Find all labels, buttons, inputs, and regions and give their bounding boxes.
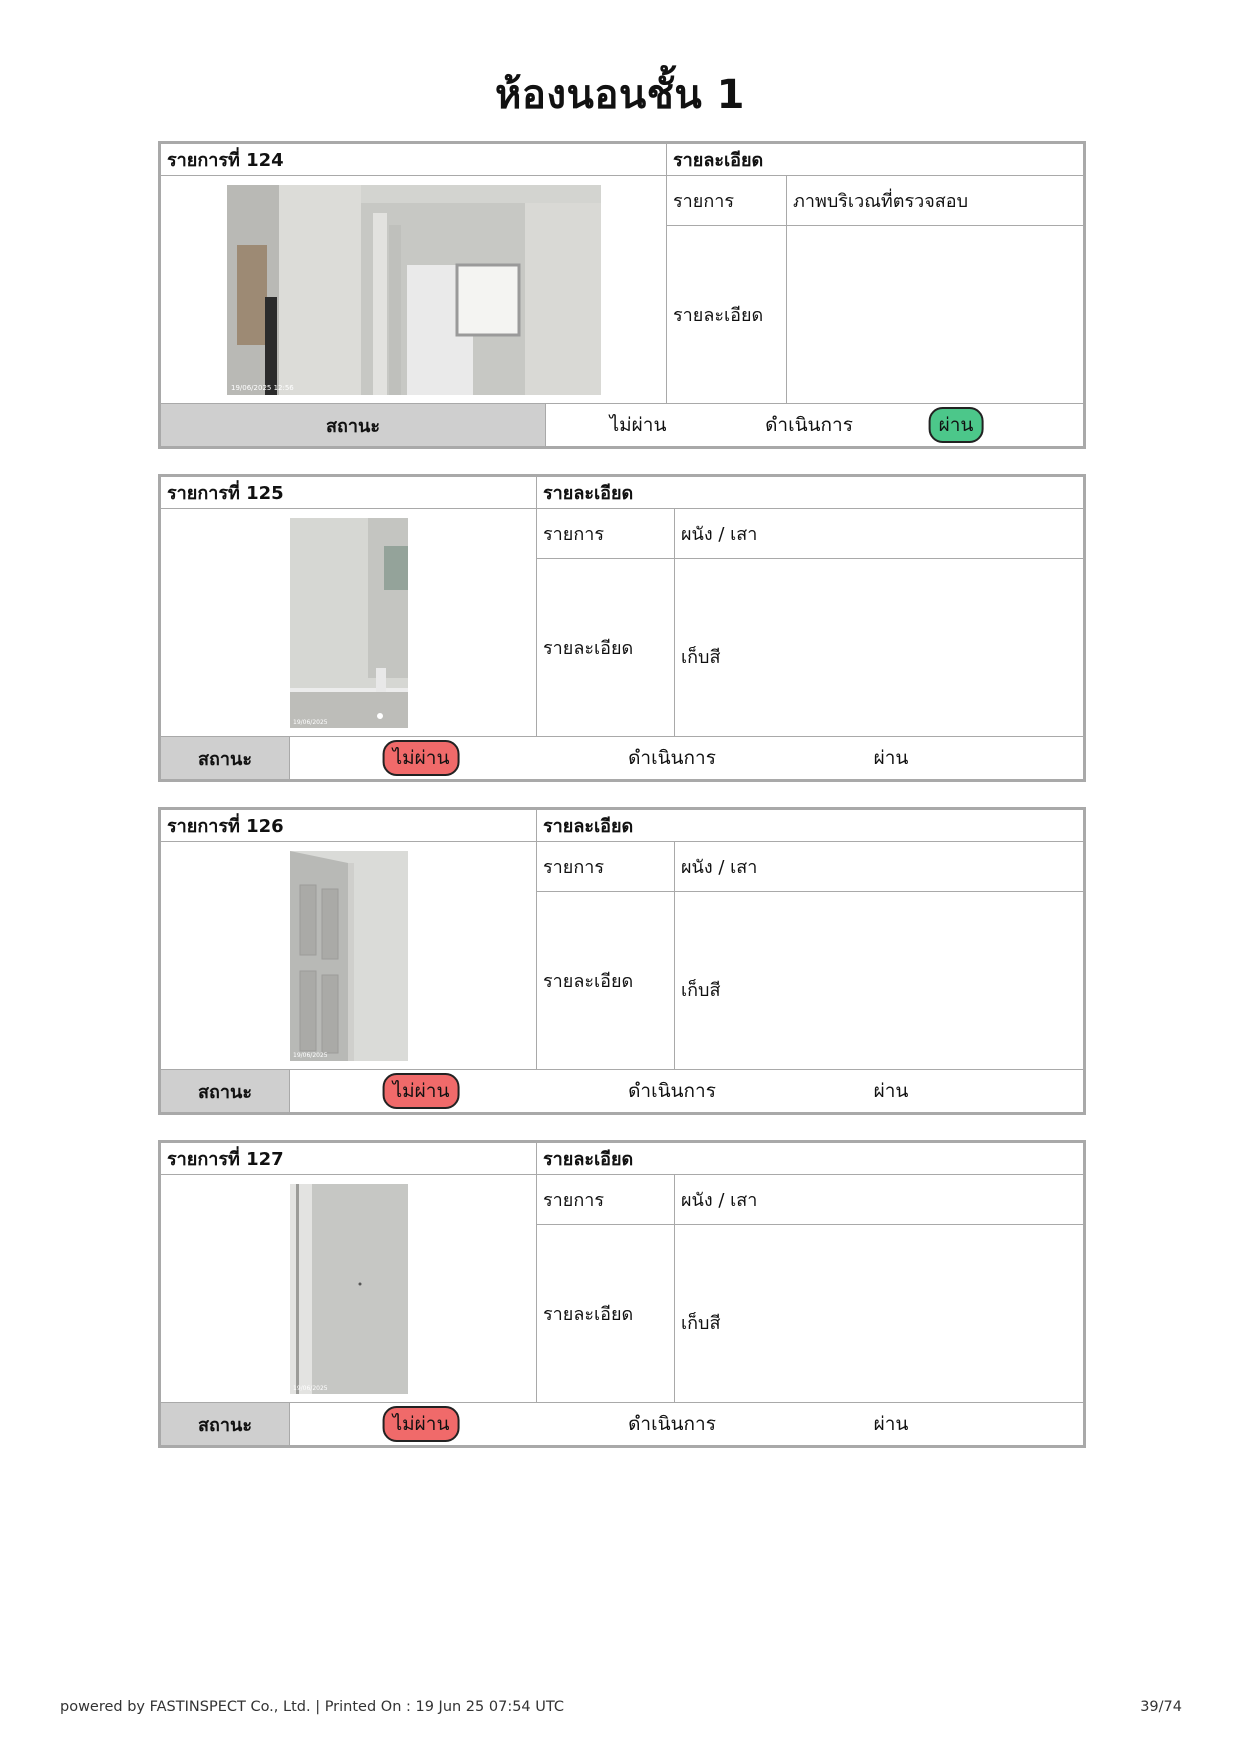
item-value: ผนัง / เสา <box>675 1175 1084 1225</box>
item-label: รายการ <box>537 842 675 892</box>
status-option-fail-selected[interactable]: ไม่ผ่าน <box>383 1406 460 1442</box>
detail-label: รายละเอียด <box>537 892 675 1070</box>
inspection-card-127 <box>158 1140 1086 1448</box>
detail-header: รายละเอียด <box>667 144 1084 176</box>
status-label: สถานะ <box>161 404 546 446</box>
status-option-pass[interactable]: ผ่าน <box>873 1080 909 1102</box>
photo-timestamp: 19/06/2025 <box>292 718 328 726</box>
photo-cell <box>161 1175 537 1403</box>
detail-header: รายละเอียด <box>537 810 1084 842</box>
item-label: รายการ <box>537 1175 675 1225</box>
photo-cell <box>161 842 537 1070</box>
status-option-pass[interactable]: ผ่าน <box>873 747 909 769</box>
item-number: รายการที่ 124 <box>161 144 667 176</box>
detail-value: เก็บสี <box>675 559 1084 737</box>
detail-value <box>787 226 1084 404</box>
status-option-in-progress[interactable]: ดำเนินการ <box>628 1080 716 1102</box>
status-options <box>290 1403 1083 1445</box>
status-option-pass[interactable]: ผ่าน <box>873 1413 909 1435</box>
photo-timestamp: 19/06/2025 <box>292 1384 328 1392</box>
item-value: ผนัง / เสา <box>675 509 1084 559</box>
photo-cell <box>161 509 537 737</box>
detail-label: รายละเอียด <box>667 226 787 404</box>
status-option-pass-selected[interactable]: ผ่าน <box>929 407 984 443</box>
inspection-photo[interactable] <box>290 1184 408 1394</box>
item-number: รายการที่ 126 <box>161 810 537 842</box>
inspection-photo[interactable] <box>290 518 408 728</box>
detail-header: รายละเอียด <box>537 1143 1084 1175</box>
item-label: รายการ <box>667 176 787 226</box>
status-option-in-progress[interactable]: ดำเนินการ <box>628 747 716 769</box>
detail-header: รายละเอียด <box>537 477 1084 509</box>
footer-printed-info: powered by FASTINSPECT Co., Ltd. | Printed On : 19 Jun 25 07:54 UTC <box>60 1699 565 1715</box>
inspection-photo[interactable] <box>227 185 601 395</box>
status-options <box>546 404 1083 446</box>
item-number: รายการที่ 125 <box>161 477 537 509</box>
status-options <box>290 737 1083 779</box>
status-label: สถานะ <box>161 1070 290 1112</box>
footer-page-number: 39/74 <box>1140 1699 1182 1715</box>
item-value: ภาพบริเวณที่ตรวจสอบ <box>787 176 1084 226</box>
status-option-fail-selected[interactable]: ไม่ผ่าน <box>383 740 460 776</box>
status-option-fail[interactable]: ไม่ผ่าน <box>609 414 667 436</box>
item-value: ผนัง / เสา <box>675 842 1084 892</box>
status-option-in-progress[interactable]: ดำเนินการ <box>765 414 853 436</box>
detail-label: รายละเอียด <box>537 1225 675 1403</box>
status-options <box>290 1070 1083 1112</box>
detail-value: เก็บสี <box>675 1225 1084 1403</box>
inspection-photo[interactable] <box>290 851 408 1061</box>
status-label: สถานะ <box>161 1403 290 1445</box>
page-title: ห้องนอนชั้น 1 <box>495 72 745 118</box>
item-label: รายการ <box>537 509 675 559</box>
status-label: สถานะ <box>161 737 290 779</box>
detail-label: รายละเอียด <box>537 559 675 737</box>
inspection-card-124 <box>158 141 1086 449</box>
status-option-in-progress[interactable]: ดำเนินการ <box>628 1413 716 1435</box>
item-number: รายการที่ 127 <box>161 1143 537 1175</box>
status-option-fail-selected[interactable]: ไม่ผ่าน <box>383 1073 460 1109</box>
inspection-card-125 <box>158 474 1086 782</box>
inspection-card-126 <box>158 807 1086 1115</box>
photo-cell <box>161 176 667 404</box>
detail-value: เก็บสี <box>675 892 1084 1070</box>
photo-timestamp: 19/06/2025 <box>292 1051 328 1059</box>
photo-timestamp: 19/06/2025 12:56 <box>230 383 294 392</box>
